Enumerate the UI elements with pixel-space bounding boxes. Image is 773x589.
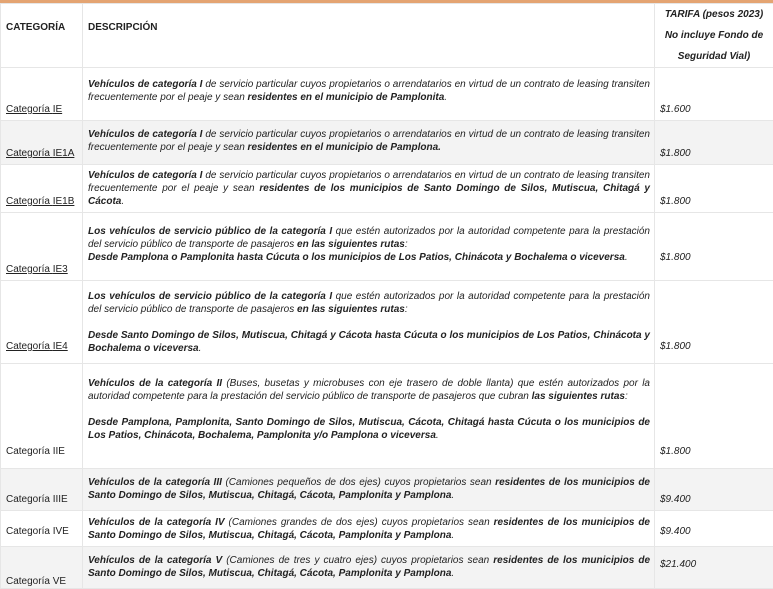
table-row — [1, 165, 773, 213]
description-cell: Vehículos de categoría I de servicio particular cuyos propietarios o arrendatarios en virtud de un contrato de leasing transiten frecuentemente por el peaje y sean residentes en el municipio de Pamplonita. — [83, 68, 655, 121]
description-cell: Vehículos de la categoría III (Camiones pequeños de dos ejes) cuyos propietarios sean residentes de los municipios de Santo Domingo de Silos, Mutiscua, Chitagá, Cácota, Pamplonita y Pamplona. — [83, 469, 655, 511]
description-cell: Los vehículos de servicio público de la categoría I que estén autorizados por la autoridad competente para la prestación del servicio público de transporte de pasajeros en las siguientes rutas: Desde Pamplona o Pamplonita hasta Cúcuta o los municipios de Los Patios, Chinácota y Bochalema o viceversa. — [83, 213, 655, 281]
category-cell — [1, 165, 83, 213]
category-link-ie1a[interactable]: Categoría IE1A — [6, 148, 74, 159]
category-label-ve: Categoría VE — [6, 576, 66, 587]
description-cell: Vehículos de la categoría V (Camiones de tres y cuatro ejes) cuyos propietarios sean residentes de los municipios de Santo Domingo de Silos, Mutiscua, Chitagá, Cácota, Pamplonita y Pamplona. — [83, 547, 655, 589]
table-row — [1, 213, 773, 281]
rate-cell: $1.800 — [655, 121, 773, 165]
category-cell — [1, 121, 83, 165]
category-link-ie3[interactable]: Categoría IE3 — [6, 264, 68, 275]
rate-cell: $1.800 — [655, 165, 773, 213]
rate-cell: $9.400 — [655, 511, 773, 547]
description-cell: Los vehículos de servicio público de la categoría I que estén autorizados por la autoridad competente para la prestación del servicio público de transporte de pasajeros en las siguientes rutas: Desde Santo Domingo de Silos, Mutiscua, Chitagá y Cácota hasta Cúcuta o los municipios de Los Patios, Chinácota y Bochalema o viceversa. — [83, 281, 655, 364]
category-cell — [1, 511, 83, 547]
category-link-ie4[interactable]: Categoría IE4 — [6, 341, 68, 352]
category-cell — [1, 281, 83, 364]
description-cell: Vehículos de la categoría IV (Camiones grandes de dos ejes) cuyos propietarios sean residentes de los municipios de Santo Domingo de Silos, Mutiscua, Chitagá, Cácota, Pamplonita y Pamplona. — [83, 511, 655, 547]
table-row — [1, 281, 773, 364]
table-row — [1, 511, 773, 547]
category-cell — [1, 364, 83, 469]
rate-cell: $9.400 — [655, 469, 773, 511]
category-link-ie1b[interactable]: Categoría IE1B — [6, 196, 74, 207]
table-row — [1, 469, 773, 511]
header-categoria: CATEGORÍA — [1, 4, 83, 68]
header-descripcion: DESCRIPCIÓN — [83, 4, 655, 68]
table-header-row — [1, 4, 773, 68]
table-row — [1, 121, 773, 165]
header-tarifa-line3: Seguridad Vial) — [655, 46, 773, 67]
tariff-table — [0, 3, 773, 589]
category-label-iiie: Categoría IIIE — [6, 494, 68, 505]
description-cell: Vehículos de categoría I de servicio particular cuyos propietarios o arrendatarios en virtud de un contrato de leasing transiten frecuentemente por el peaje y sean residentes en el municipio de Pamplona. — [83, 121, 655, 165]
category-label-ive: Categoría IVE — [6, 526, 69, 537]
category-link-ie[interactable]: Categoría IE — [6, 104, 62, 115]
category-cell — [1, 68, 83, 121]
rate-cell: $21.400 — [655, 547, 773, 589]
category-cell — [1, 547, 83, 589]
rate-cell: $1.800 — [655, 213, 773, 281]
table-row — [1, 364, 773, 469]
category-cell — [1, 213, 83, 281]
header-tarifa-line1: TARIFA (pesos 2023) — [655, 4, 773, 25]
header-tarifa-line2: No incluye Fondo de — [655, 25, 773, 46]
rate-cell: $1.800 — [655, 364, 773, 469]
category-label-iie: Categoría IIE — [6, 446, 65, 457]
category-cell — [1, 469, 83, 511]
table-row — [1, 547, 773, 589]
description-cell: Vehículos de la categoría II (Buses, busetas y microbuses con eje trasero de doble llanta) que estén autorizados por la autoridad competente para la prestación del servicio público de transporte de pasajeros que cubran las siguientes rutas: Desde Pamplona, Pamplonita, Santo Domingo de Silos, Mutiscua, Cácota, Chitagá hasta Cúcuta o los municipios de Los Patios, Chinácota, Bochalema, Pamplonita y/o Pamplona o viceversa. — [83, 364, 655, 469]
description-cell: Vehículos de categoría I de servicio particular cuyos propietarios o arrendatarios en virtud de un contrato de leasing transiten frecuentemente por el peaje y sean residentes de los municipios de Santo Domingo de Silos, Mutiscua, Chitagá y Cácota. — [83, 165, 655, 213]
header-tarifa — [655, 4, 773, 68]
rate-cell: $1.600 — [655, 68, 773, 121]
table-row — [1, 68, 773, 121]
rate-cell: $1.800 — [655, 281, 773, 364]
